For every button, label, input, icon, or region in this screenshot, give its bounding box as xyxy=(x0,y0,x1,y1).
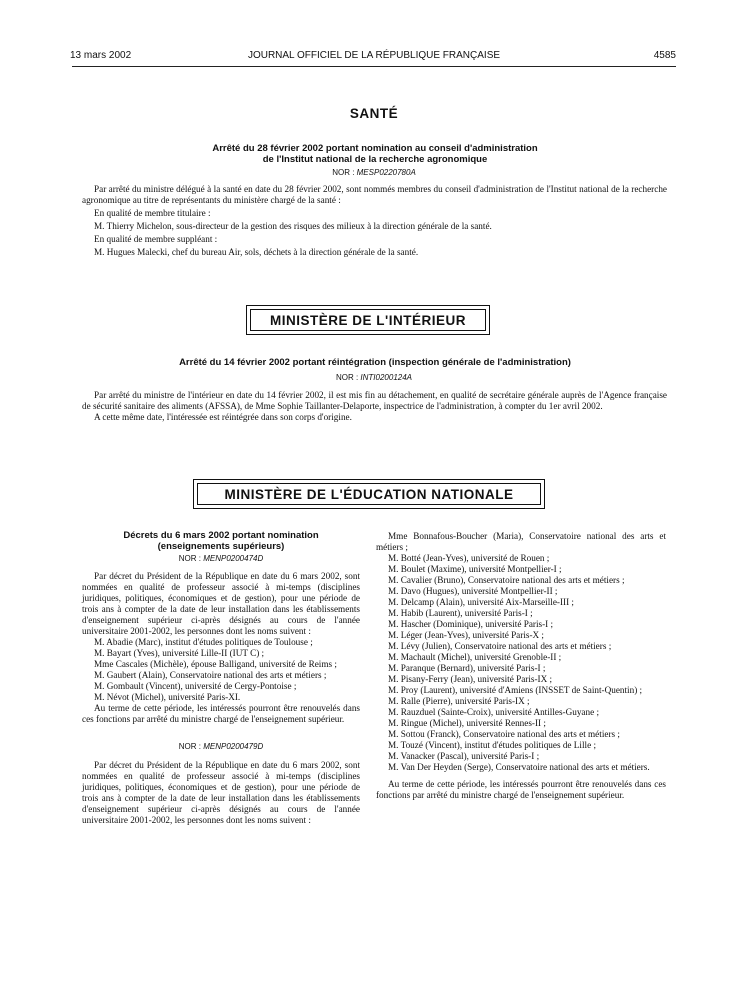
sante-suppleant: M. Hugues Malecki, chef du bureau Air, sols, déchets à la direction générale de la santé. xyxy=(94,247,419,257)
list-item: M. Abadie (Marc), institut d'études politiques de Toulouse ; xyxy=(94,637,313,647)
list-item: M. Botté (Jean-Yves), université de Rouen ; xyxy=(388,553,550,563)
sante-nor: NOR : MESP0220780A xyxy=(332,168,416,177)
interieur-text-2: A cette même date, l'intéressée est réintégrée dans son corps d'origine. xyxy=(94,412,352,422)
list-item: M. Davo (Hugues), université Montpellier-II ; xyxy=(388,586,558,596)
education-closing-1: Au terme de cette période, les intéressés pourront être renouvelés dans ces fonctions par arrêté du ministre chargé de l'enseignement supérieur. xyxy=(82,703,360,724)
sante-titulaire-label: En qualité de membre titulaire : xyxy=(94,208,211,218)
list-item: M. Machault (Michel), université Grenoble-II ; xyxy=(388,652,562,662)
sante-intro: Par arrêté du ministre délégué à la santé en date du 28 février 2002, sont nommés membres du conseil d'administration de l'Institut national de la recherche agronomique au titre de représentants du ministère chargé de la santé : xyxy=(82,184,667,205)
interieur-arrete-title: Arrêté du 14 février 2002 portant réintégration (inspection générale de l'administration) xyxy=(179,357,571,368)
list-item: M. Sottou (Franck), Conservatoire national des arts et métiers ; xyxy=(388,729,620,739)
list-item: M. Rauzduel (Sainte-Croix), université Antilles-Guyane ; xyxy=(388,707,600,717)
list-item: M. Lévy (Julien), Conservatoire national des arts et métiers ; xyxy=(388,641,612,651)
sante-suppleant-label: En qualité de membre suppléant : xyxy=(94,234,218,244)
education-closing-2: Au terme de cette période, les intéressés pourront être renouvelés dans ces fonctions par arrêté du ministre chargé de l'enseignement supérieur. xyxy=(376,779,666,800)
section-title-sante: SANTÉ xyxy=(349,106,399,121)
list-item: M. Pisany-Ferry (Jean), université Paris-IX ; xyxy=(388,674,553,684)
list-item: M. Léger (Jean-Yves), université Paris-X ; xyxy=(388,630,544,640)
sante-arrete-title: Arrêté du 28 février 2002 portant nomination au conseil d'administration de l'Institut national de la recherche agronomique xyxy=(212,143,538,165)
list-item: M. Touzé (Vincent), institut d'études politiques de Lille ; xyxy=(388,740,596,750)
list-item: M. Van Der Heyden (Serge), Conservatoire national des arts et métiers. xyxy=(388,762,650,772)
sante-titulaire: M. Thierry Michelon, sous-directeur de la gestion des risques des milieux à la direction générale de la santé. xyxy=(94,221,492,231)
education-nor-2: NOR : MENP0200479D xyxy=(178,742,264,751)
list-item: M. Hascher (Dominique), université Paris-I ; xyxy=(388,619,554,629)
decret-title: Décrets du 6 mars 2002 portant nomination (enseignements supérieurs) xyxy=(123,530,319,552)
header-journal-title: JOURNAL OFFICIEL DE LA RÉPUBLIQUE FRANÇAISE xyxy=(247,50,501,61)
education-intro-1: Par décret du Président de la République en date du 6 mars 2002, sont nommées en qualité de professeur associé à mi-temps (disciplines juridiques, politiques, économiques et de gestion), pour une période de trois ans à compter de la date de leur installation dans les établissements d'enseignement supérieur ci-après désignés au cours de l'année universitaire 2001-2002, les personnes dont les noms suivent : xyxy=(82,571,360,636)
list-item: M. Habib (Laurent), université Paris-I ; xyxy=(388,608,533,618)
education-list-2 xyxy=(376,531,666,773)
list-item: M. Cavalier (Bruno), Conservatoire national des arts et métiers ; xyxy=(388,575,625,585)
education-list-1 xyxy=(82,637,360,703)
list-item: M. Proy (Laurent), université d'Amiens (INSSET de Saint-Quentin) ; xyxy=(388,685,643,695)
list-item: Mme Bonnafous-Boucher (Maria), Conservatoire national des arts et métiers ; xyxy=(376,531,666,552)
box-ministere-education-title: MINISTÈRE DE L'ÉDUCATION NATIONALE xyxy=(197,483,541,505)
education-nor-1: NOR : MENP0200474D xyxy=(178,554,264,563)
box-ministere-interieur-title: MINISTÈRE DE L'INTÉRIEUR xyxy=(250,309,486,331)
list-item: M. Névot (Michel), université Paris-XI. xyxy=(94,692,241,702)
list-item: M. Boulet (Maxime), université Montpellier-I ; xyxy=(388,564,562,574)
box-ministere-education xyxy=(193,479,545,509)
interieur-nor: NOR : INTI0200124A xyxy=(335,373,413,382)
box-ministere-interieur xyxy=(246,305,490,335)
list-item: M. Gaubert (Alain), Conservatoire national des arts et métiers ; xyxy=(94,670,327,680)
header-rule xyxy=(72,66,676,67)
header-date: 13 mars 2002 xyxy=(70,50,132,61)
interieur-body xyxy=(82,390,667,423)
list-item: M. Paranque (Bernard), université Paris-I ; xyxy=(388,663,546,673)
left-column xyxy=(82,530,360,826)
header-page-number: 4585 xyxy=(653,50,676,61)
list-item: M. Bayart (Yves), université Lille-II (IUT C) ; xyxy=(94,648,265,658)
list-item: M. Delcamp (Alain), université Aix-Marseille-III ; xyxy=(388,597,574,607)
right-column xyxy=(376,531,666,801)
list-item: M. Ringue (Michel), université Rennes-II ; xyxy=(388,718,546,728)
list-item: M. Gombault (Vincent), université de Cergy-Pontoise ; xyxy=(94,681,297,691)
list-item: M. Vanacker (Pascal), université Paris-I ; xyxy=(388,751,540,761)
sante-body xyxy=(82,184,667,258)
education-intro-2: Par décret du Président de la République en date du 6 mars 2002, sont nommées en qualité de professeur associé à mi-temps (disciplines juridiques, politiques, économiques et de gestion), pour une période de trois ans à compter de la date de leur installation dans les établissements d'enseignement supérieur ci-après désignés au cours de l'année universitaire 2001-2002, les personnes dont les noms suivent : xyxy=(82,760,360,825)
list-item: M. Ralle (Pierre), université Paris-IX ; xyxy=(388,696,530,706)
list-item: Mme Cascales (Michèle), épouse Balligand, université de Reims ; xyxy=(94,659,337,669)
interieur-text-1: Par arrêté du ministre de l'intérieur en date du 14 février 2002, il est mis fin au détachement, en qualité de secrétaire générale auprès de l'Agence française de sécurité sanitaire des aliments (AFSSA), de Mme Sophie Taillanter-Delaporte, inspectrice de l'administration, à compter du 1er avril 2002. xyxy=(82,390,667,411)
